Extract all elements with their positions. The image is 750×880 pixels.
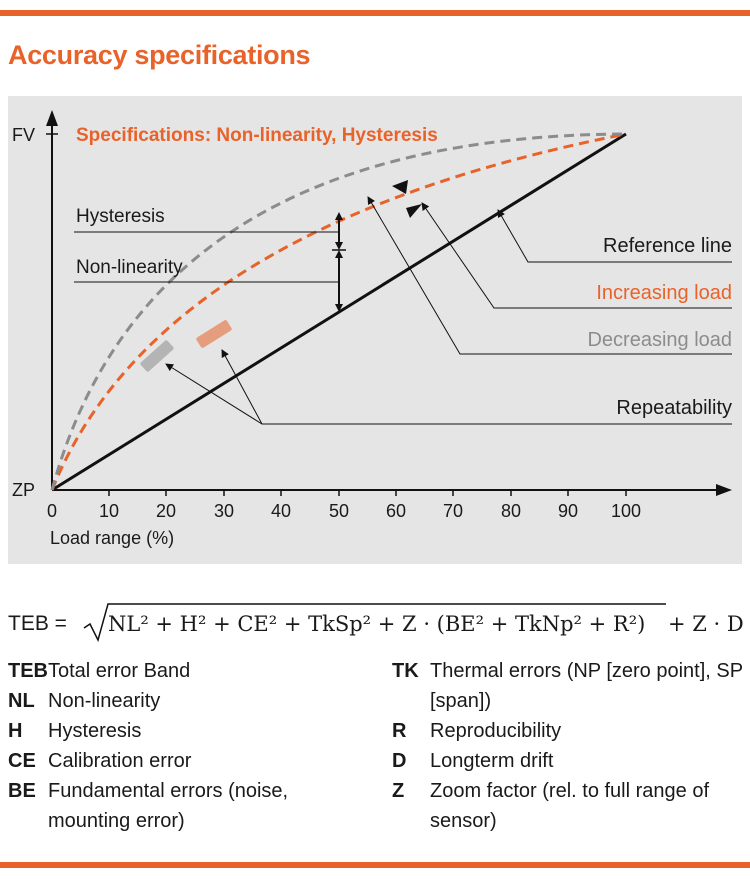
repeatability-band-increasing <box>196 319 233 348</box>
decreasing-load-label: Decreasing load <box>587 329 732 351</box>
formula-lhs: TEB = <box>8 612 67 635</box>
legend-abbr: CE <box>8 750 36 772</box>
legend-item <box>392 776 750 836</box>
hysteresis-arrow-up <box>335 212 343 220</box>
legend-desc: Thermal errors (NP [zero point], SP [span]) <box>430 660 743 712</box>
legend-desc: Zoom factor (rel. to full range of sensor) <box>430 780 710 832</box>
legend-item <box>8 716 368 746</box>
page-title: Accuracy specifications <box>8 40 311 70</box>
diagram-panel <box>8 96 742 564</box>
legend-desc: Longterm drift <box>430 750 554 772</box>
reference-line-label: Reference line <box>603 235 732 257</box>
repeatability-band-decreasing <box>140 339 175 372</box>
decreasing-direction-arrow <box>392 180 408 194</box>
legend-abbr: TEB <box>8 660 48 682</box>
zp-label: ZP <box>12 480 36 500</box>
legend-abbr: TK <box>392 660 419 682</box>
legend-desc: Total error Band <box>48 660 191 682</box>
formula-tail: + Z · D <box>668 612 744 636</box>
legend-desc: Reproducibility <box>430 720 562 742</box>
increasing-load-label: Increasing load <box>596 282 732 304</box>
fv-label: FV <box>12 125 36 145</box>
legend-right <box>392 656 750 836</box>
y-axis-arrow <box>46 110 58 126</box>
x-tick-label: 80 <box>500 501 522 521</box>
x-tick-label: 90 <box>557 501 579 521</box>
legend-item <box>8 656 368 686</box>
legend-desc: Calibration error <box>48 750 192 772</box>
x-tick-label: 40 <box>270 501 292 521</box>
x-tick-label: 70 <box>442 501 464 521</box>
legend-abbr: BE <box>8 780 36 802</box>
legend-item <box>392 746 750 776</box>
legend-desc: Fundamental errors (noise, mounting error) <box>48 780 289 832</box>
x-tick-label: 20 <box>155 501 177 521</box>
legend-abbr: D <box>392 750 407 772</box>
x-tick-label: 10 <box>98 501 120 521</box>
legend-item <box>8 776 368 836</box>
legend-abbr: R <box>392 720 407 742</box>
legend-abbr: NL <box>8 690 35 712</box>
hysteresis-label: Hysteresis <box>76 206 165 227</box>
x-tick-label: 100 <box>610 501 642 521</box>
repeatability-label: Repeatability <box>616 397 732 419</box>
nonlinearity-arrow-up <box>335 250 343 258</box>
bottom-accent-bar <box>0 862 750 868</box>
increasing-direction-arrow <box>406 204 422 218</box>
x-tick-label: 50 <box>328 501 350 521</box>
legend-left <box>8 656 368 836</box>
x-tick-label: 0 <box>46 501 58 521</box>
repeatability-leader-gray <box>166 364 262 424</box>
x-axis-title: Load range (%) <box>50 528 175 548</box>
nonlinearity-label: Non-linearity <box>76 257 183 278</box>
x-axis-arrow <box>716 484 732 496</box>
x-tick-label: 30 <box>213 501 235 521</box>
formula-radicand: NL² + H² + CE² + TkSp² + Z · (BE² + TkNp² + R²) <box>108 612 646 636</box>
top-accent-bar <box>0 10 750 16</box>
legend-desc: Non-linearity <box>48 690 161 712</box>
x-tick-label: 60 <box>385 501 407 521</box>
accuracy-diagram <box>8 96 742 564</box>
legend-item <box>392 716 750 746</box>
legend-abbr: Z <box>392 780 405 802</box>
legend-item <box>392 656 750 716</box>
legend-desc: Hysteresis <box>48 720 142 742</box>
diagram-subtitle: Specifications: Non-linearity, Hysteresis <box>76 125 438 146</box>
legend-item <box>8 686 368 716</box>
hysteresis-arrow-down <box>335 242 343 250</box>
legend-abbr: H <box>8 720 23 742</box>
teb-formula <box>8 598 748 648</box>
legend-item <box>8 746 368 776</box>
